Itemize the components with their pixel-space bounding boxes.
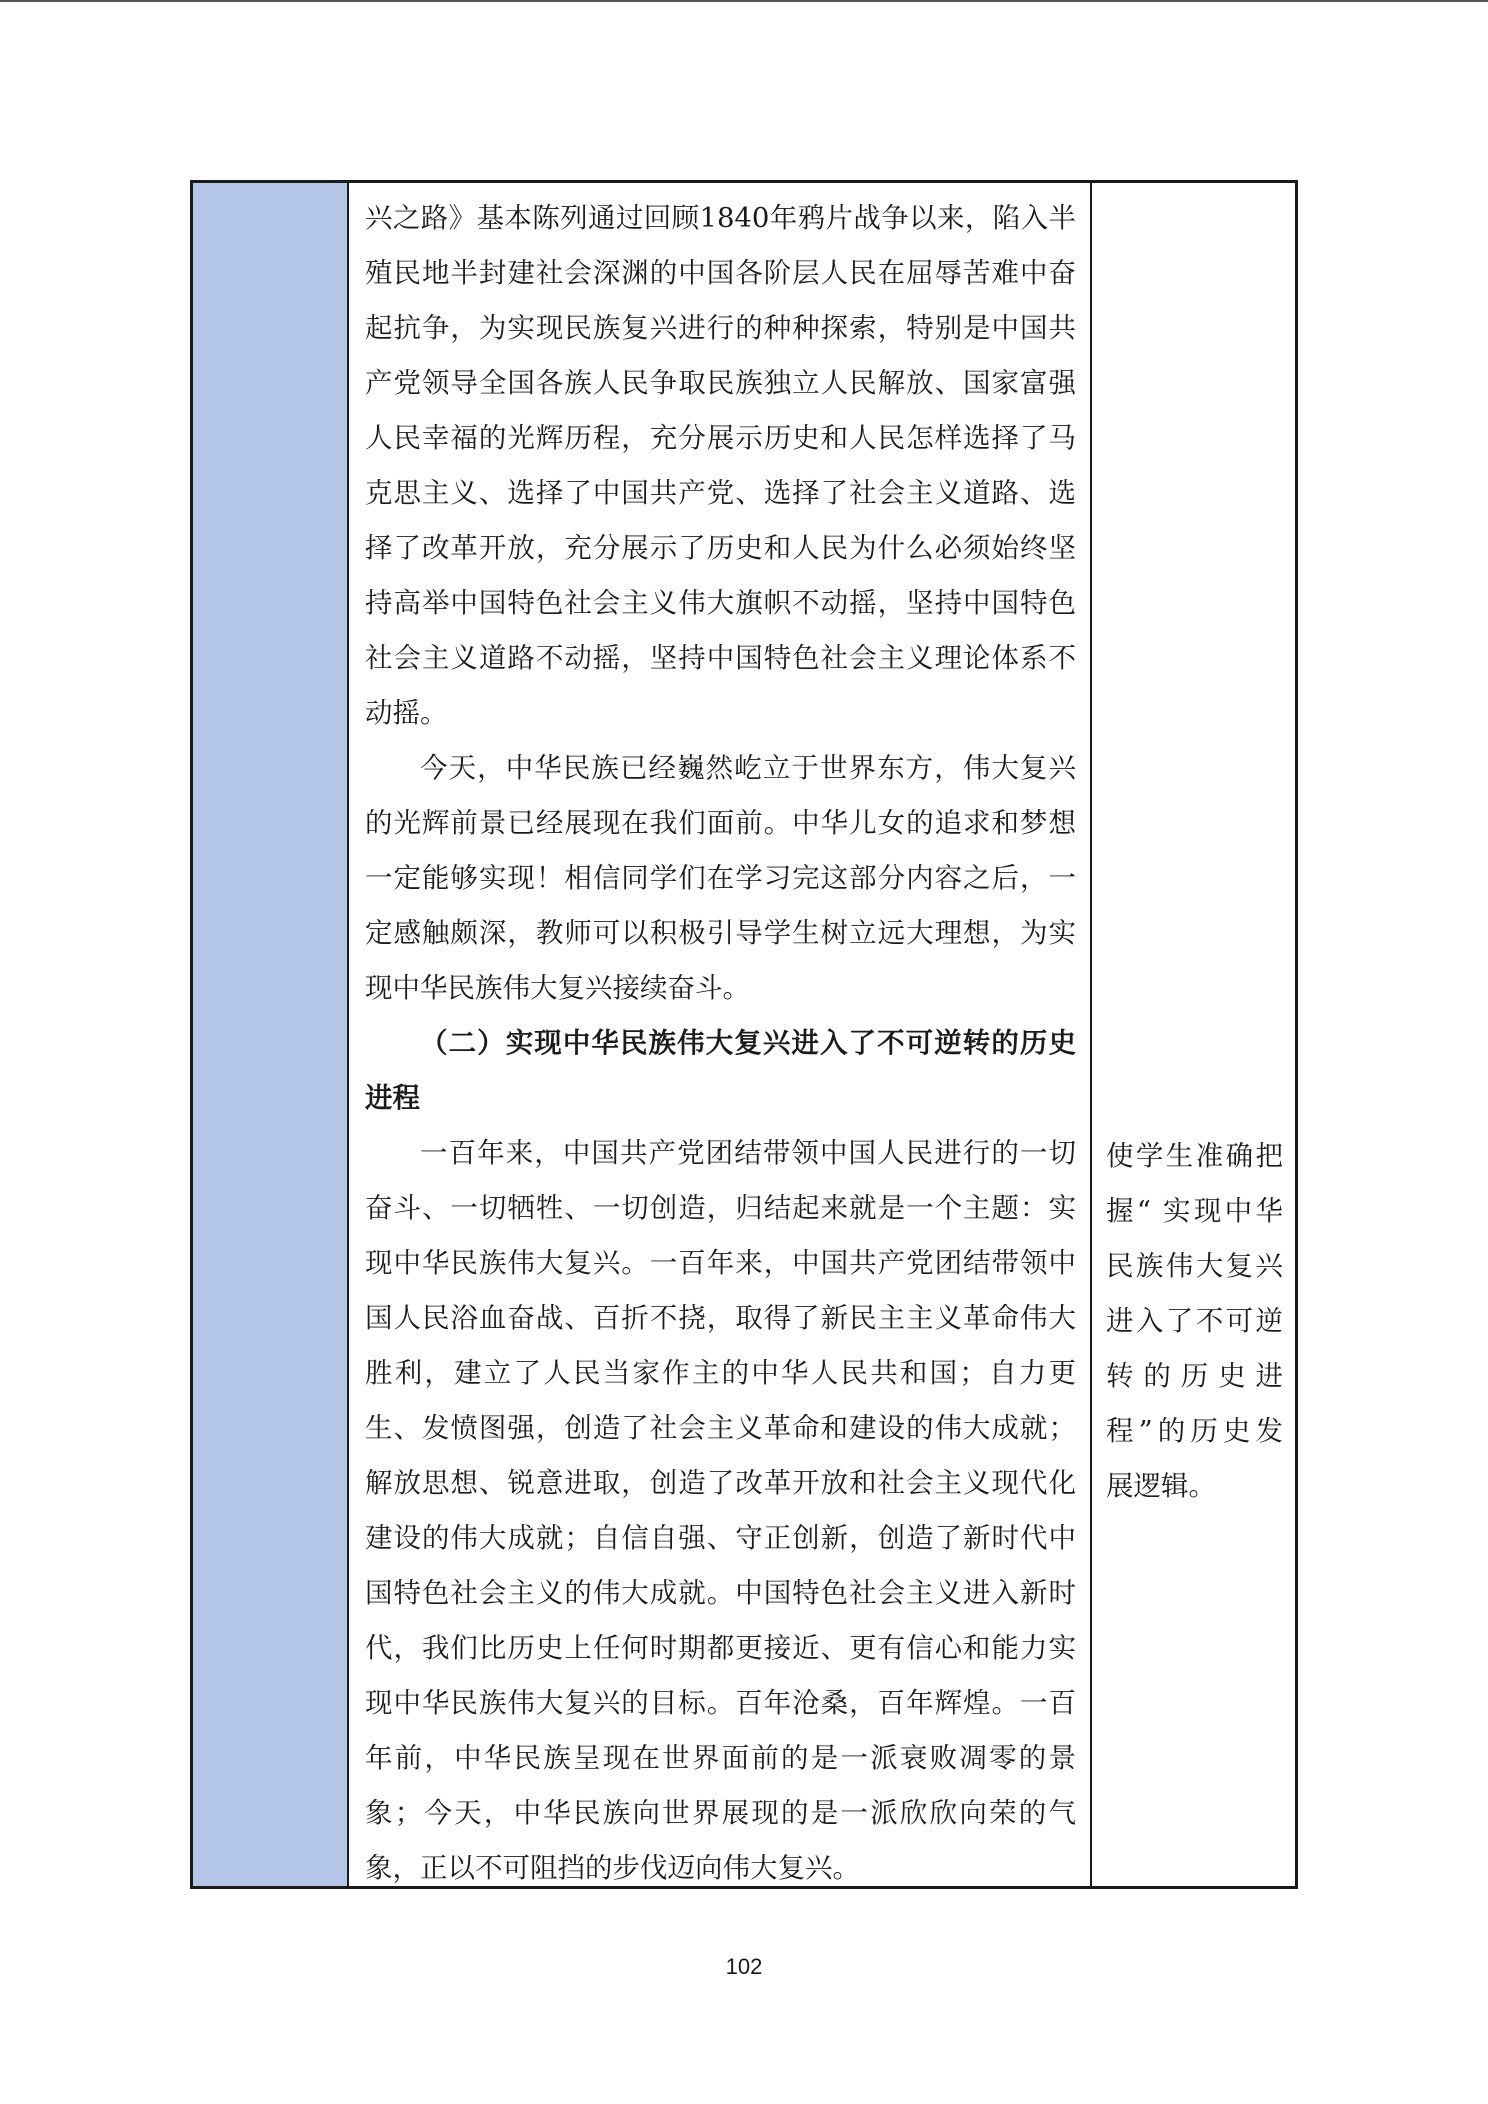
section-heading: （二）实现中华民族伟大复兴进入了不可逆转的历史进程 <box>365 1027 1076 1114</box>
table-left-column <box>193 183 349 1886</box>
page-number: 102 <box>725 1954 763 1979</box>
content-paragraph-3: 一百年来，中国共产党团结带领中国人民进行的一切奋斗、一切牺牲、一切创造，归结起来就是一个主题：实现中华民族伟大复兴。一百年来，中国共产党团结带领中国人民浴血奋战、百折不挠，取得了新民主主义革命伟大胜利，建立了人民当家作主的中华人民共和国；自力更生、发愤图强，创造了社会主义革命和建设的伟大成就；解放思想、锐意进取，创造了改革开放和社会主义现代化建设的伟大成就；自信自强、守正创新，创造了新时代中国特色社会主义的伟大成就。中国特色社会主义进入新时代，我们比历史上任何时期都更接近、更有信心和能力实现中华民族伟大复兴的目标。百年沧桑，百年辉煌。一百年前，中华民族呈现在世界面前的是一派衰败凋零的景象；今天，中华民族向世界展现的是一派欣欣向荣的气象，正以不可阻挡的步伐迈向伟大复兴。 <box>365 1137 1076 1884</box>
page-top-border <box>0 0 1488 2</box>
design-intent-note: 使学生准确把握“ 实现中华民族伟大复兴进入了不可逆转 的 历 史 进程”的历史发展逻辑。 <box>1106 1140 1283 1502</box>
lesson-plan-table <box>190 180 1298 1889</box>
content-paragraph-2: 今天，中华民族已经巍然屹立于世界东方，伟大复兴的光辉前景已经展现在我们面前。中华儿女的追求和梦想一定能够实现！相信同学们在学习完这部分内容之后，一定感触颇深，教师可以积极引导学生树立远大理想，为实现中华民族伟大复兴接续奋斗。 <box>365 752 1076 1004</box>
table-notes-column <box>1092 183 1295 1886</box>
content-paragraph-1: 兴之路》基本陈列通过回顾1840年鸦片战争以来，陷入半殖民地半封建社会深渊的中国各阶层人民在屈辱苦难中奋起抗争，为实现民族复兴进行的种种探索，特别是中国共产党领导全国各族人民争取民族独立人民解放、国家富强人民幸福的光辉历程，充分展示历史和人民怎样选择了马克思主义、选择了中国共产党、选择了社会主义道路、选择了改革开放，充分展示了历史和人民为什么必须始终坚持高举中国特色社会主义伟大旗帜不动摇，坚持中国特色社会主义道路不动摇，坚持中国特色社会主义理论体系不动摇。 <box>365 202 1076 729</box>
table-content-column <box>349 183 1092 1886</box>
